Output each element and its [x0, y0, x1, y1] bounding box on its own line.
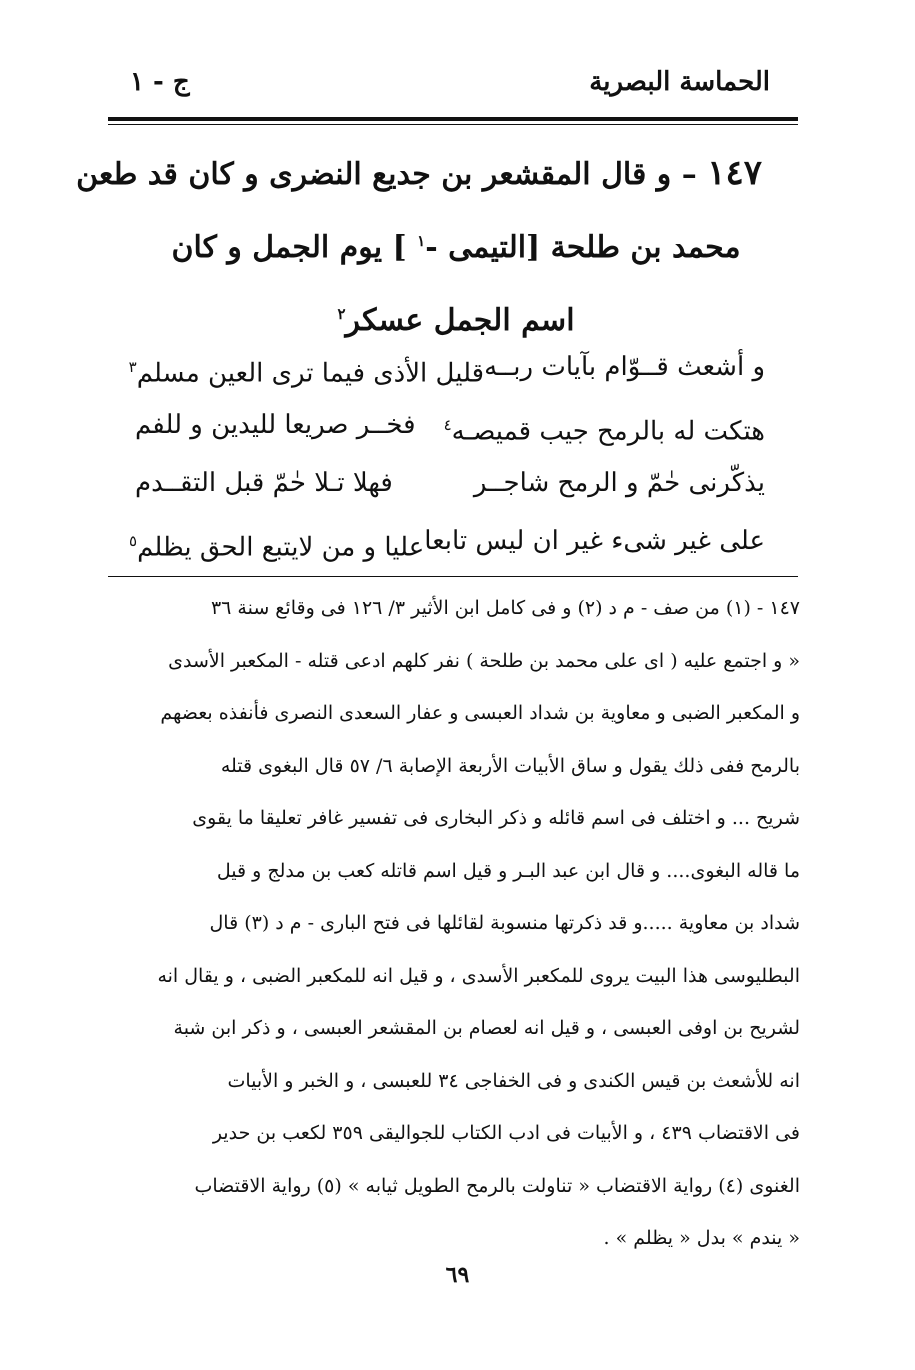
- footnote-marker: ٥: [129, 532, 138, 550]
- volume-label: ج - ١: [130, 67, 190, 97]
- verse-first-hemistich: و أشعث قــوّام بآيات ربــه: [484, 352, 765, 382]
- header-rule-thick: [108, 117, 798, 121]
- poem-heading: [76, 140, 762, 354]
- footnote-line: شريح ... و اختلف فى اسم قائله و ذكر البخارى فى تفسير غافر تعليقا ما يقوى: [192, 807, 800, 829]
- footnote-line: و المكعبر الضبى و معاوية بن شداد العبسى و عفار السعدى النصرى فأنفذه بعضهم: [160, 702, 800, 724]
- verse: [135, 454, 765, 512]
- header-rule-thin: [108, 124, 798, 125]
- verse-second-hemistich: عليا و من لايتبع الحق يظلم$^٥$: [129, 532, 425, 563]
- verse-second-hemistich: قليل الأذى فيما ترى العين مسلم$^٣$: [128, 358, 485, 389]
- page-number: ٦٩: [445, 1262, 470, 1288]
- heading-line-1: [76, 140, 762, 208]
- footnote-line: لشريح بن اوفى العبسى ، و قيل انه لعصام بن المقشعر العبسى ، و ذكر ابن شبة: [173, 1017, 800, 1039]
- footnote-marker: ٤: [443, 416, 452, 434]
- footnote-line: انه للأشعث بن قيس الكندى و فى الخفاجى ٣٤ للعبسى ، و الخبر و الأبيات: [227, 1069, 800, 1092]
- heading-text-3: اسم الجمل عسكر: [345, 303, 575, 338]
- poem-number: ١٤٧: [707, 153, 762, 193]
- footnote-marker: ١: [417, 232, 426, 250]
- verse: [128, 338, 765, 396]
- footnote-line: شداد بن معاوية .....و قد ذكرتها منسوبة لقائلها فى فتح البارى - م د (٣) قال: [209, 912, 800, 934]
- footnote-line: « و اجتمع عليه ( اى على محمد بن طلحة ) نفر كلهم ادعى قتله - المكعبر الأسدى: [168, 649, 800, 672]
- footnotes-rule: [108, 576, 798, 577]
- verse-second-hemistich: فهلا تـلا حٰمّ قبل التقــدم: [135, 468, 393, 498]
- heading-text-2b: ] يوم الجمل و كان: [171, 230, 407, 265]
- footnote-line: ١٤٧ - (١) من صف - م د (٢) و فى كامل ابن الأثير ٣/ ١٢٦ فى وقائع سنة ٣٦: [210, 597, 800, 619]
- footnote-line: « يندم » بدل « يظلم » .: [603, 1227, 800, 1249]
- heading-text-2a: محمد بن طلحة [التيمى -: [425, 230, 741, 265]
- verse-first-hemistich: على غير شىء غير ان ليس تابعا: [424, 526, 765, 556]
- book-title: الحماسة البصرية: [589, 67, 770, 97]
- verse-first-hemistich: يذكّرنى حٰمّ و الرمح شاجــر: [473, 468, 765, 498]
- verse: [129, 512, 765, 570]
- verse-first-hemistich: هتكت له بالرمح جيب قميصـه$^٤$: [443, 416, 765, 447]
- footnote-marker: ٣: [128, 358, 137, 376]
- heading-text-1: – و قال المقشعر بن جديع النضرى و كان قد طعن: [76, 157, 697, 192]
- footnote-line: البطليوسى هذا البيت يروى للمكعبر الأسدى ، و قيل انه للمكعبر الضبى ، و يقال انه: [157, 964, 800, 987]
- footnote-marker: ٢: [337, 305, 346, 323]
- footnote-line: فى الاقتضاب ٤٣٩ ، و الأبيات فى ادب الكتاب للجواليقى ٣٥٩ لكعب بن حدير: [212, 1122, 800, 1144]
- running-header: [130, 62, 770, 102]
- verse-second-hemistich: فخــر صريعا لليدين و للفم: [135, 410, 416, 440]
- footnote-line: ما قاله البغوى.... و قال ابن عبد البـر و قيل اسم قاتله كعب بن مدلج و قيل: [216, 859, 800, 882]
- verse: [135, 396, 765, 454]
- footnotes: [110, 582, 800, 1265]
- footnote-line: الغنوى (٤) رواية الاقتضاب « تناولت بالرمح الطويل ثيابه » (٥) رواية الاقتضاب: [194, 1174, 800, 1197]
- footnote-line: بالرمح ففى ذلك يقول و ساق الأبيات الأربعة الإصابة ٦/ ٥٧ قال البغوى قتله: [220, 754, 800, 777]
- poem-verses: [128, 338, 765, 570]
- heading-line-2: [150, 208, 762, 281]
